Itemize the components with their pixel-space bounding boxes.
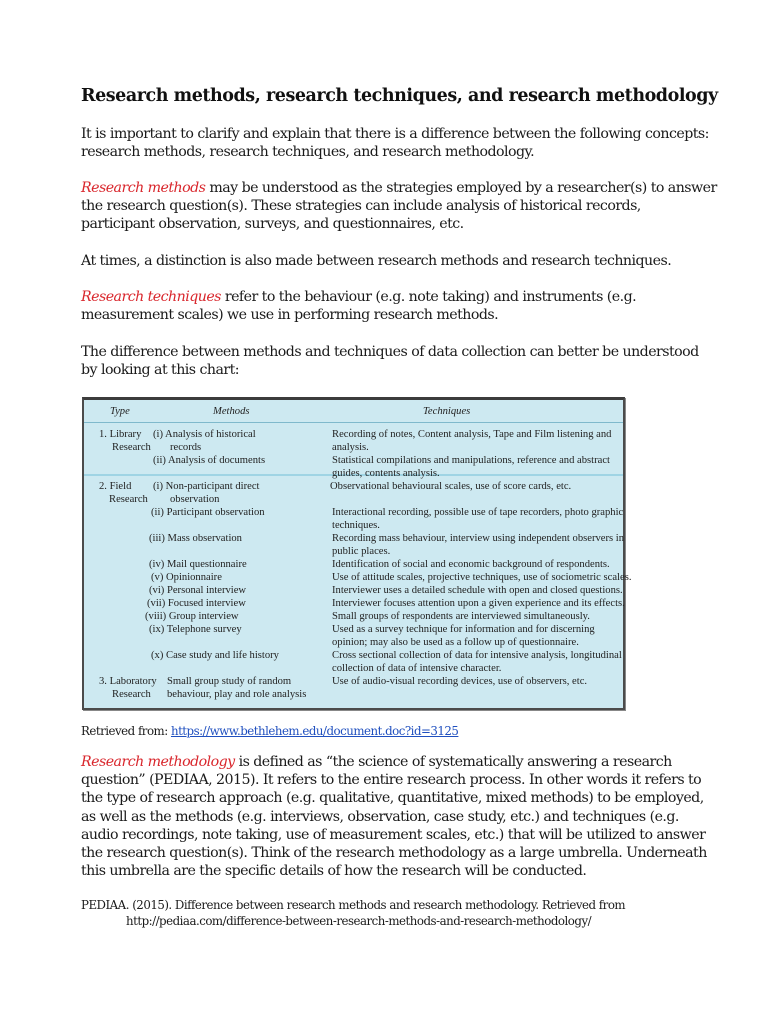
text-line: PEDIAA. (2015). Difference between research methods and research methodology. Retrieved from [81, 898, 626, 912]
reference-url: http://pediaa.com/difference-between-research-methods-and-research-methodology/ [126, 913, 592, 928]
table-row-method: (ix) Telephone survey [149, 624, 242, 635]
text-line: by looking at this chart: [81, 362, 239, 379]
text-line: measurement scales) we use in performing research methods. [81, 307, 499, 324]
methods-techniques-table [82, 397, 632, 710]
page-title: Research methods, research techniques, and research methodology [81, 86, 718, 106]
table-row-method: (x) Case study and life history [151, 650, 279, 661]
table-row-method: (vii) Focused interview [147, 598, 246, 609]
text-line: audio recordings, note taking, use of measurement scales, etc.) that will be utilized to answer [81, 826, 706, 843]
source-link[interactable]: https://www.bethlehem.edu/document.doc?id=3125 [170, 724, 459, 738]
header-methods: Methods [213, 406, 250, 417]
table-row-technique: Use of audio-visual recording devices, use of observers, etc. [332, 676, 588, 687]
text-line: research methods, research techniques, and research methodology. [81, 144, 535, 161]
table-row-method: (iv) Mail questionnaire [149, 559, 247, 570]
research-methods-paragraph [81, 179, 717, 234]
table-row-technique: Identification of social and economic background of respondents. [332, 559, 610, 570]
table-row-method: (ii) Participant observation [151, 507, 265, 518]
header-techniques: Techniques [423, 406, 471, 417]
table-row-technique: Interviewer uses a detailed schedule with open and closed questions. [332, 585, 623, 596]
term-research-techniques: Research techniques [81, 289, 221, 305]
text-line: may be understood as the strategies employed by a researcher(s) to answer [205, 180, 717, 196]
table-row-technique: Interactional recording, possible use of tape recorders, photo graphic techniques. [332, 507, 624, 532]
table-row-type: 2. Field Research [99, 481, 148, 506]
table-row-method: (ii) Analysis of documents [153, 455, 266, 466]
text-line: is defined as “the science of systematically answering a research [234, 754, 672, 770]
text-line: The difference between methods and techniques of data collection can better be understood [81, 344, 699, 360]
table-row-method: (i) Analysis of historical records [153, 429, 256, 454]
table-row-technique: Statistical compilations and manipulations, reference and abstract guides, contents analysis. [332, 455, 610, 480]
text-line: the research question(s). Think of the research methodology as a large umbrella. Underneath [81, 845, 707, 862]
table-row-type: 1. Library Research [99, 429, 151, 454]
chart-intro-paragraph [81, 343, 701, 379]
intro-paragraph [81, 125, 709, 161]
table-row-type: 3. Laboratory Research [99, 676, 157, 701]
table-row-technique: Use of attitude scales, projective techniques, use of sociometric scales. [332, 572, 632, 583]
text-line: as well as the methods (e.g. interviews, observation, case study, etc.) and techniques (e.g. [81, 808, 679, 825]
text-line: participant observation, surveys, and questionnaires, etc. [81, 216, 464, 233]
table-row-technique: Small groups of respondents are interviewed simultaneously. [332, 611, 590, 622]
retrieved-from-line [81, 724, 701, 740]
research-methodology-paragraph [81, 753, 707, 880]
table-row-method: (viii) Group interview [145, 611, 239, 622]
table-row-method: (vi) Personal interview [149, 585, 247, 596]
term-research-methods: Research methods [81, 180, 206, 196]
header-type: Type [110, 406, 130, 417]
table-row-method: (i) Non-participant direct observation [153, 481, 260, 506]
table-row-technique: Recording mass behaviour, interview using independent observers in public places. [332, 533, 625, 558]
text-line: question” (PEDIAA, 2015). It refers to the entire research process. In other words it refers to [81, 772, 702, 789]
text-line: At times, a distinction is also made between research methods and research techniques. [81, 253, 672, 269]
table-row-technique: Interviewer focuses attention upon a given experience and its effects. [332, 598, 625, 609]
table-row-technique: Recording of notes, Content analysis, Tape and Film listening and analysis. [332, 429, 612, 454]
retrieved-label: Retrieved from: [81, 724, 171, 738]
text-line: refer to the behaviour (e.g. note taking) and instruments (e.g. [220, 289, 637, 305]
table-row-method: (v) Opinionnaire [151, 572, 222, 583]
table-header [84, 400, 623, 423]
text-line: this umbrella are the specific details of how the research will be conducted. [81, 863, 587, 880]
term-research-methodology: Research methodology [81, 754, 235, 770]
text-line: It is important to clarify and explain that there is a difference between the following concepts: [81, 126, 709, 142]
table-row-method: (iii) Mass observation [149, 533, 242, 544]
reference-entry [81, 898, 701, 929]
text-line: the research question(s). These strategies can include analysis of historical records, [81, 198, 641, 215]
table-row-technique: Observational behavioural scales, use of score cards, etc. [330, 481, 572, 492]
text-line: the type of research approach (e.g. qualitative, quantitative, mixed methods) to be employed, [81, 790, 704, 807]
table-row-technique: Used as a survey technique for information and for discerning opinion; may also be used as a follow up of questionnaire. [332, 624, 595, 649]
distinction-paragraph [81, 252, 701, 270]
table-row-technique: Cross sectional collection of data for intensive analysis, longitudinal collection of data of intensive character. [332, 650, 622, 675]
table-row-method: Small group study of random behaviour, play and role analysis [167, 676, 307, 701]
research-techniques-paragraph [81, 288, 701, 324]
